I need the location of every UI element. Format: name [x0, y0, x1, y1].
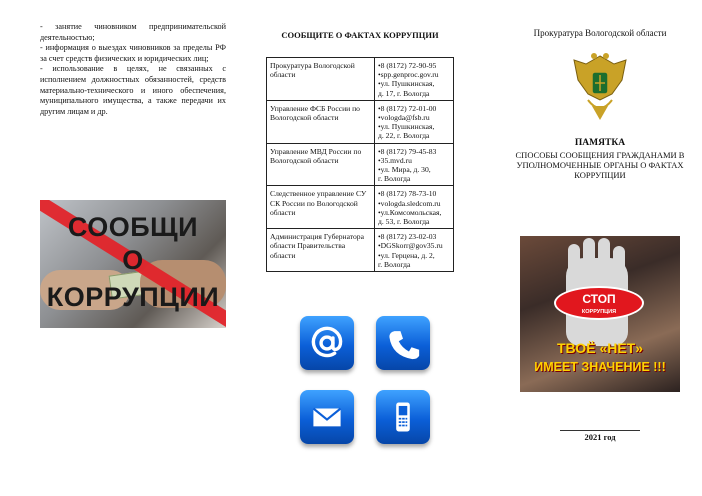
mobile-phone-icon	[376, 390, 430, 444]
org-cell: Следственное управление СУ СК России по Вологодской области	[267, 186, 375, 229]
info-line[interactable]: •vologda@fsb.ru	[378, 113, 430, 123]
info-line: •ул. Мира, д. 30,	[378, 165, 431, 175]
org-cell: Администрация Губернатора области Правительства области	[267, 229, 375, 272]
org-cell: Управление ФСБ России по Вологодской области	[267, 100, 375, 143]
poster-line-1: ТВОЁ «НЕТ»	[556, 340, 644, 356]
memo-subtitle: СПОСОБЫ СООБЩЕНИЯ ГРАЖДАНАМИ В УПОЛНОМОЧЕННЫЕ ОРГАНЫ О ФАКТАХ КОРРУПЦИИ	[515, 150, 685, 180]
info-line: д. 53, г. Вологда	[378, 217, 430, 227]
contacts-title: СООБЩИТЕ О ФАКТАХ КОРРУПЦИИ	[281, 30, 439, 40]
stop-corruption-poster	[520, 236, 680, 392]
info-line: •8 (8172) 79-45-83	[378, 146, 437, 156]
info-line: г. Вологда	[378, 174, 411, 184]
phone-icon	[376, 316, 430, 370]
banner-line-1: СООБЩИ	[67, 212, 199, 242]
banner-line-3: КОРРУПЦИИ	[46, 282, 220, 312]
info-line: •8 (8172) 23-02-03	[378, 232, 437, 242]
info-line: д. 22, г. Вологда	[378, 131, 430, 141]
stop-badge	[554, 286, 644, 320]
org-cell: Управление МВД России по Вологодской области	[267, 143, 375, 186]
office-name: Прокуратура Вологодской области	[533, 28, 667, 38]
stop-badge-subtext: КОРРУПЦИЯ	[581, 309, 617, 315]
finger-shape	[613, 246, 625, 276]
table-row	[267, 143, 454, 186]
banner-line-2: О	[122, 245, 144, 275]
info-line: •ул.Комсомольская,	[378, 207, 442, 217]
bullet-item: - использование в целях, не связанных с исполнением должностных обязанностей, средств материально-технического и иного обеспечения, муниципального имущества, а также передачи их другим лицам и др.	[40, 64, 226, 116]
info-cell	[375, 143, 454, 186]
middle-panel	[260, 0, 460, 496]
prosecutor-emblem-icon	[568, 50, 632, 122]
finger-shape	[598, 238, 610, 268]
info-line[interactable]: •spp.genproc.gov.ru	[378, 70, 439, 80]
divider-line	[560, 430, 640, 431]
table-row	[267, 229, 454, 272]
memo-heading: ПАМЯТКА	[574, 138, 626, 148]
info-line: •ул. Пушкинская,	[378, 79, 435, 89]
poster-line-2: ИМЕЕТ ЗНАЧЕНИЕ !!!	[534, 360, 666, 374]
bullet-item: - занятие чиновником предпринимательской деятельностью;	[40, 22, 226, 42]
report-corruption-banner	[40, 200, 226, 328]
info-line: •8 (8172) 72-90-95	[378, 61, 437, 70]
info-line: •8 (8172) 78-73-10	[378, 189, 437, 199]
stop-badge-text: СТОП	[582, 292, 616, 306]
bullet-item: - информация о выездах чиновников за пределы РФ за счет средств физических и юридических лиц;	[40, 43, 226, 63]
at-sign-icon	[300, 316, 354, 370]
finger-shape	[568, 244, 580, 274]
info-cell	[375, 58, 454, 101]
info-line: •ул. Герцена, д. 2,	[378, 250, 435, 260]
contacts-table	[266, 57, 454, 272]
finger-shape	[583, 238, 595, 268]
info-cell	[375, 229, 454, 272]
info-line: г. Вологда	[378, 259, 411, 269]
info-line: •ул. Пушкинская,	[378, 122, 435, 132]
info-line[interactable]: •DGSkorr@gov35.ru	[378, 241, 443, 251]
info-line[interactable]: •vologda.sledcom.ru	[378, 198, 441, 208]
info-line[interactable]: •35.mvd.ru	[378, 155, 412, 165]
table-row	[267, 58, 454, 101]
left-panel	[40, 0, 226, 496]
table-row	[267, 100, 454, 143]
bullet-list	[40, 22, 226, 117]
info-cell	[375, 100, 454, 143]
envelope-icon	[300, 390, 354, 444]
info-line: д. 17, г. Вологда	[378, 88, 430, 98]
info-line: •8 (8172) 72-01-00	[378, 103, 437, 113]
year-label: 2021 год	[584, 432, 616, 442]
info-cell	[375, 186, 454, 229]
right-panel	[500, 0, 700, 496]
table-row	[267, 186, 454, 229]
org-cell: Прокуратура Вологодской области	[267, 58, 375, 101]
